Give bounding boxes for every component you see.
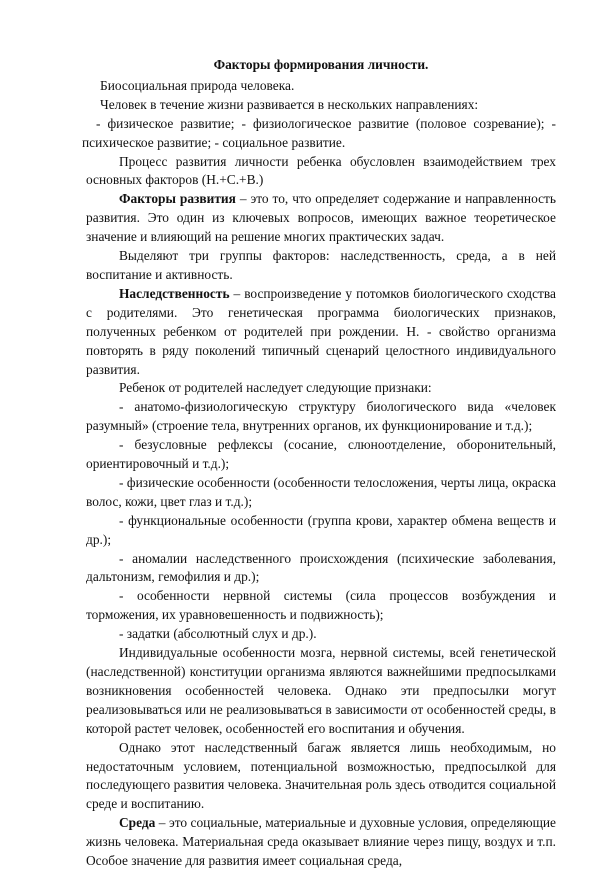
term-development-factors: Факторы развития [119, 191, 236, 207]
list-item-nervous-system: - особенности нервной системы (сила процессов возбуждения и торможения, их уравновешенность и подвижность); [86, 588, 556, 623]
paragraph-directions-intro: Человек в течение жизни развивается в нескольких направлениях: [100, 96, 479, 112]
paragraph-directions-list: - физическое развитие; - физиологическое развитие (половое созревание); - психическое развитие; - социальное развитие. [82, 115, 556, 150]
paragraph-biosocial: Биосоциальная природа человека. [100, 77, 295, 93]
paragraph-three-factors: Процесс развития личности ребенка обусловлен взаимодействием трех основных факторов (Н.+С.+В.) [86, 153, 556, 188]
list-item-anomalies: - аномалии наследственного происхождения (психические заболевания, дальтонизм, гемофилия и др.); [86, 550, 556, 585]
paragraph-environment [86, 814, 556, 871]
paragraph-factor-groups: Выделяют три группы факторов: наследственность, среда, а в ней воспитание и активность. [86, 248, 556, 282]
definition-heredity: – воспроизведение у потомков биологического сходства с родителями. Это генетическая программа биологических признаков, полученных ребенком от родителей при рождении. Н. - свойство организма повторять в ряду поколений типичный сценарий целостного индивидуального развития. [86, 285, 556, 377]
definition-environment: – это социальные, материальные и духовные условия, определяющие жизнь человека. Материальная среда оказывает влияние через пищу, воздух и т.п. Особое значение для развития имеет социальная среда, [86, 815, 556, 869]
definition-development-factors: – это то, что определяет содержание и направленность развития. Это один из ключевых вопросов, имеющих важное теоретическое значение и влияющий на решение многих практических задач. [86, 191, 556, 245]
document-title: Факторы формирования личности. [213, 57, 429, 72]
list-item-physical: - физические особенности (особенности телосложения, черты лица, окраска волос, кожи, цвет глаз и т.д.); [86, 474, 556, 509]
paragraph-heredity [86, 285, 556, 380]
term-heredity: Наследственность [119, 285, 230, 301]
list-item-functional: - функциональные особенности (группа крови, характер обмена веществ и др.); [86, 512, 556, 547]
paragraph-hereditary-baggage: Однако этот наследственный багаж является лишь необходимым, но недостаточным условием, потенциальной возможностью, предпосылкой для последующего развития человека. Значительная роль здесь отводится социальной среде и воспитанию. [86, 739, 556, 812]
list-item-reflexes: - безусловные рефлексы (сосание, слюноотделение, оборонительный, ориентировочный и т.д.); [86, 437, 556, 472]
paragraph-individual-features: Индивидуальные особенности мозга, нервной системы, всей генетической (наследственной) конституции организма являются важнейшими предпосылками возникновения особенностей человека. Однако эти предпосылки могут реализовываться или не реализовываться в зависимости от особенностей среды, в которой растет человек, особенностей его воспитания и обучения. [86, 645, 556, 736]
paragraph-development-factors [86, 190, 556, 247]
term-environment: Среда [119, 815, 156, 831]
list-item-inclinations: - задатки (абсолютный слух и др.). [119, 626, 317, 642]
paragraph-inherited-intro: Ребенок от родителей наследует следующие признаки: [119, 380, 432, 396]
list-item-anatomy: - анатомо-физиологическую структуру биологического вида «человек разумный» (строение тела, внутренних органов, их функционирование и т.д.); [86, 399, 556, 434]
